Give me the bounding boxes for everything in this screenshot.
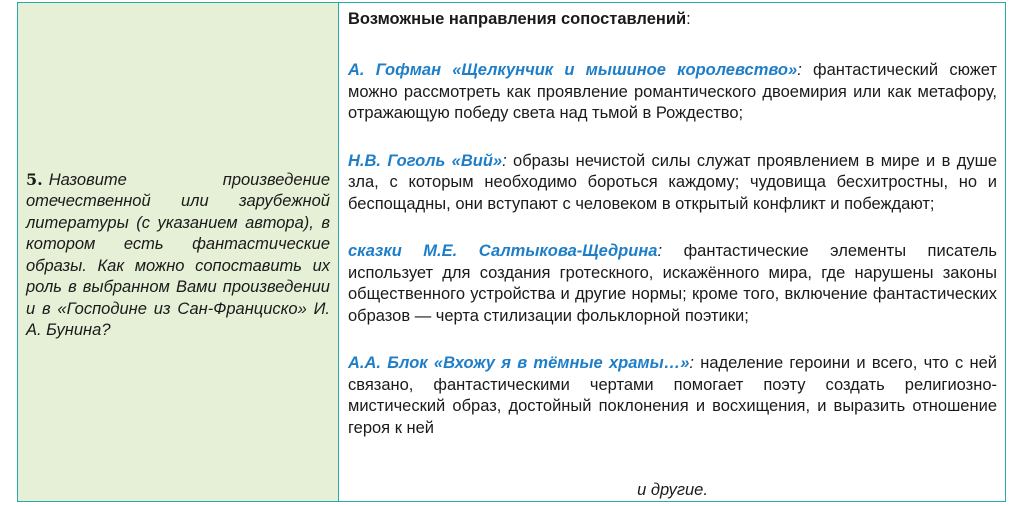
question-text-block	[26, 169, 330, 342]
answer-heading-text: Возможные направления сопоставлений	[348, 10, 687, 28]
question-text: Назовите произведение отечественной или зарубежной литературы (с указанием автора), в котором есть фантастические образы. Как можно сопоставить их роль в выбранном Вами произведении и в «Господине из Сан-Франциско» И. А. Бунина?	[26, 170, 330, 339]
question-number: 5.	[26, 169, 43, 189]
work-title: Н.В. Гоголь «Вий»	[348, 151, 503, 170]
answer-heading	[348, 8, 997, 30]
comparison-entry-blok: А.А. Блок «Вхожу я в тёмные храмы…»: наделение героини и всего, что с ней связано, фантастическими чертами помогает поэту создать религиозно-мистический образ, достойный поклонения и восхищения, и выразить отношение героя к ней	[348, 354, 998, 437]
entry-text: фантастические элементы писатель использует для создания гротескного, искажённого мира, где нарушены законы общественного устройства и другие нормы; кроме того, включение фантастических образов — черта стилизации фольклорной поэтики;	[348, 242, 997, 325]
question-cell	[18, 3, 339, 501]
comparison-entry-saltykov: сказки М.Е. Салтыкова-Щедрина: фантастические элементы писатель использует для создания гротескного, искажённого мира, где нарушены законы общественного устройства и другие нормы; кроме того, включение фантастических образов — черта стилизации фольклорной поэтики;	[348, 242, 997, 325]
work-title: А. Гофман «Щелкунчик и мышиное королевство»	[348, 61, 798, 79]
work-title: сказки М.Е. Салтыкова-Щедрина	[348, 242, 658, 260]
entry-text: образы нечистой силы служат проявлением в мире и в душе зла, с которым необходимо бороться каждому; чудовища бесхитростны, но и беспощадны, они вступают с человеком в открытый конфликт и побеждают;	[348, 151, 997, 213]
answer-heading-colon: :	[686, 10, 691, 28]
work-title: А.А. Блок «Вхожу я в тёмные храмы…»	[348, 354, 690, 372]
comparison-entry-hoffmann: А. Гофман «Щелкунчик и мышиное королевство»: фантастический сюжет можно рассмотреть как проявление романтического двоемирия или как метафору, отражающую победу света над тьмой в Рождество;	[348, 61, 997, 122]
comparison-entry-gogol: Н.В. Гоголь «Вий»: образы нечистой силы служат проявлением в мире и в душе зла, с которым необходимо бороться каждому; чудовища бесхитростны, но и беспощадны, они вступают с человеком в открытый конфликт и побеждают;	[348, 151, 997, 213]
answer-footer: и другие.	[637, 481, 708, 499]
answer-cell	[339, 3, 1005, 501]
entry-text: фантастический сюжет можно рассмотреть как проявление романтического двоемирия или как метафору, отражающую победу света над тьмой в Рождество;	[348, 61, 997, 122]
answer-table	[17, 2, 1006, 502]
entry-text: наделение героини и всего, что с ней связано, фантастическими чертами помогает поэту создать религиозно-мистический образ, достойный поклонения и восхищения, и выразить отношение героя к ней	[348, 354, 998, 437]
